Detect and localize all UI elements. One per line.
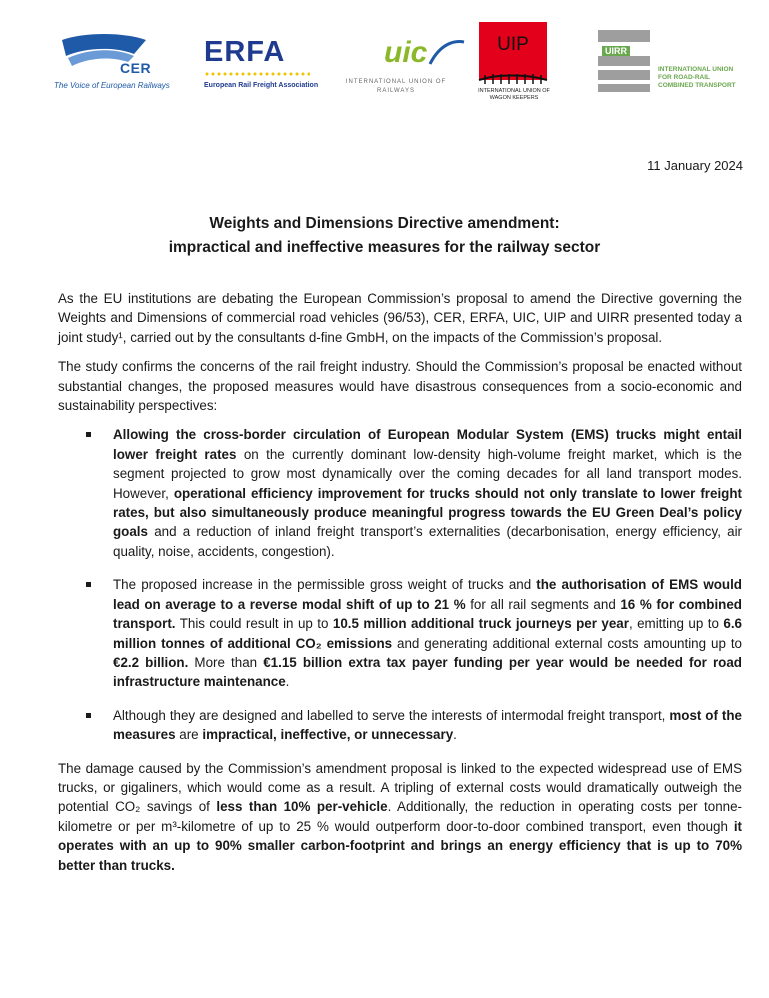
uic-subtitle: INTERNATIONAL UNION OF RAILWAYS — [345, 79, 447, 94]
document-date: 11 January 2024 — [647, 158, 743, 173]
intro-paragraph: As the EU institutions are debating the European Commission’s proposal to amend the Directive governing the Weights and Dimensions of commercial road vehicles (96/53), CER, ERFA, UIC, UIP and UIRR presented today a joint study¹, carried out by the consultants d-fine GmbH, on the impacts of the Commission’s proposal. — [58, 291, 742, 345]
document-title — [40, 212, 729, 260]
uirr-subtitle-line2: FOR ROAD-RAIL — [658, 74, 710, 81]
uirr-road-rail-icon — [594, 26, 654, 96]
uip-rail-icon — [477, 72, 549, 86]
document-body — [58, 289, 742, 885]
finding-ems-freight-rates: Allowing the cross-border circulation of European Modular System (EMS) trucks might entail lower freight rates on the currently dominant low-density high-volume freight market, which is the segment projected to grow most dynamically over the coming decades for all land transport modes. However, operational efficiency improvement for trucks should not only translate to lower freight rates, but also simultaneously produce meaningful progress towards the EU Green Deal’s policy goals and a reduction of inland freight transport’s externalities (decarbonisation, energy efficiency, air quality, noise, accidents, congestion). — [58, 425, 742, 561]
logo-bar — [50, 18, 750, 108]
cer-logo — [54, 26, 170, 96]
uirr-subtitle-line1: INTERNATIONAL UNION — [658, 66, 734, 73]
title-line-1: Weights and Dimensions Directive amendment: — [209, 215, 560, 232]
uic-arc-icon — [426, 38, 466, 68]
uic-name: uic — [384, 36, 428, 69]
erfa-subtitle: European Rail Freight Association — [204, 82, 319, 89]
cer-tagline: The Voice of European Railways — [54, 81, 170, 90]
uirr-name: UIRR — [602, 46, 630, 56]
cer-name: CER — [120, 60, 152, 76]
uip-subtitle: INTERNATIONAL UNION OF WAGON KEEPERS — [478, 88, 550, 101]
title-line-2: impractical and ineffective measures for the railway sector — [168, 239, 601, 256]
uip-logo — [479, 22, 549, 107]
finding-impractical-measures: Although they are designed and labelled to serve the interests of intermodal freight transport, most of the measures are impractical, ineffective, or unnecessary. — [58, 706, 742, 745]
erfa-name: ERFA — [204, 36, 286, 68]
erfa-logo — [200, 36, 320, 96]
erfa-stars-icon — [204, 72, 310, 76]
uip-name: UIP — [497, 34, 529, 55]
uic-logo — [340, 36, 450, 106]
finding-reverse-modal-shift: The proposed increase in the permissible gross weight of trucks and the authorisation of EMS would lead on average to a reverse modal shift of up to 21 % for all rail segments and 16 % for combined transport. This could result in up to 10.5 million additional truck journeys per year, emitting up to 6.6 million tonnes of additional CO₂ emissions and generating additional external costs amounting up to €2.2 billion. More than €1.15 billion extra tax payer funding per year would be needed for road infrastructure maintenance. — [58, 575, 742, 691]
uirr-subtitle — [658, 66, 736, 90]
uirr-logo — [594, 26, 754, 106]
findings-list — [58, 425, 742, 744]
uirr-subtitle-line3: COMBINED TRANSPORT — [658, 82, 736, 89]
closing-paragraph: The damage caused by the Commission’s amendment proposal is linked to the expected widespread use of EMS trucks, or gigaliners, which would come as a result. A tripling of external costs would dramatically outweigh the potential CO₂ savings of less than 10% per-vehicle. Additionally, the reduction in operating costs per tonne-kilometre or per m³-kilometre of up to 25 % would outperform door-to-door combined transport, even though it operates with an up to 90% smaller carbon-footprint and brings an energy efficiency that is up to 70% better than trucks. — [58, 760, 743, 873]
study-paragraph: The study confirms the concerns of the rail freight industry. Should the Commission’s proposal be enacted without substantial changes, the proposed measures would have disastrous consequences from a socio-economic and sustainability perspectives: — [58, 359, 742, 414]
